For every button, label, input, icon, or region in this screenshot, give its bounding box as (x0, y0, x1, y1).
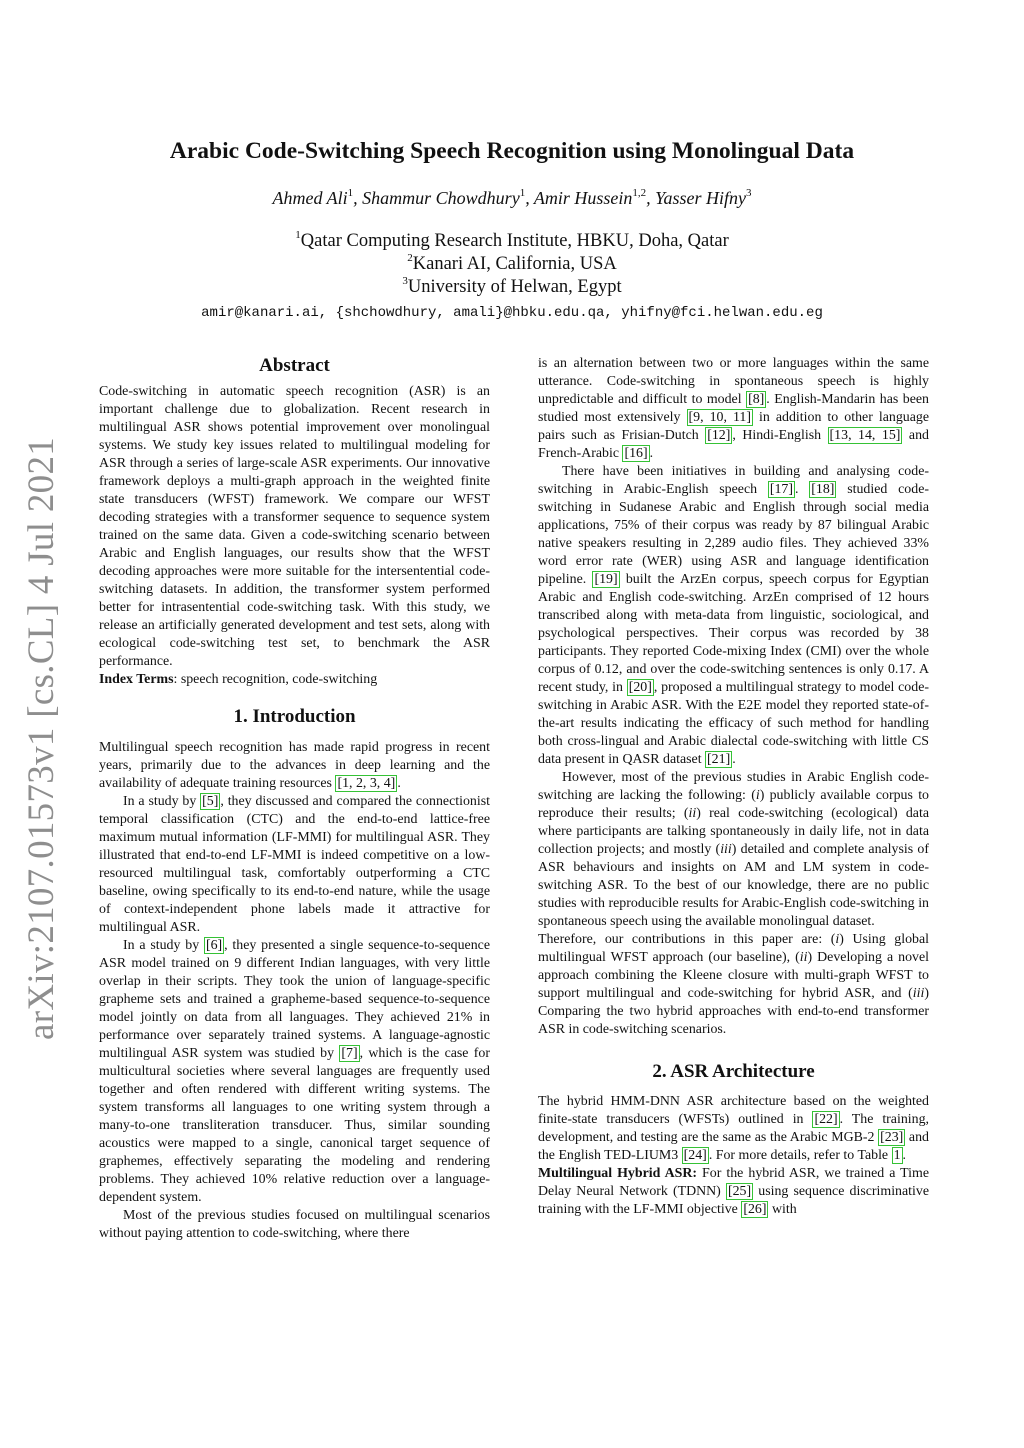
author-affil-mark: 1 (519, 187, 526, 199)
body-text: Multilingual speech recognition has made rapid progress in recent years, primarily due to the advances in deep learning and the availability of adequate training resources (99, 740, 490, 791)
citation-link[interactable]: [20] (628, 680, 652, 695)
affil-text: Kanari AI, California, USA (412, 254, 617, 274)
table-ref-link[interactable]: 1 (893, 1148, 901, 1163)
affil-mark: 2 (407, 251, 413, 264)
affiliation (0, 274, 1024, 298)
paper-title: Arabic Code-Switching Speech Recognition using Monolingual Data (169, 138, 855, 164)
citation-link[interactable]: [23] (880, 1130, 904, 1145)
enum-marker: iii (912, 986, 925, 1001)
body-text: For the hybrid ASR, we trained a Time Delay Neural Network (TDNN) (538, 1166, 929, 1199)
body-text: In a study by (123, 794, 201, 809)
citation-link[interactable]: [16] (624, 446, 648, 461)
citation-link[interactable]: [19] (594, 572, 618, 587)
body-text: and French-Arabic (538, 428, 929, 461)
abstract-text: Code-switching in automatic speech recognition (ASR) is an important challenge due to globalization. Recent research in multilingual ASR shows potential improvement over monolingual systems. We study key issues related to multilingual modeling for ASR through a series of large-scale ASR experiments. Our innovative framework deploys a multi-graph approach in the weighted finite state transducers (WFST) framework. We compare our WFST decoding strategies with a transformer sequence to sequence system trained on the same data. Given a code-switching scenario between Arabic and English languages, our results show that the WFST decoding approaches were more suitable for the intersentential code-switching datasets. In addition, the transformer system performed better for intrasentential code-switching task. With this study, we release an artificially generated development and test sets, along with ecological code-switching test set, to benchmark the ASR performance. (99, 384, 490, 669)
citation-link[interactable]: [13, 14, 15] (829, 428, 901, 443)
body-text: ) publicly available corpus to reproduce their results; ( (538, 788, 929, 821)
citation-link[interactable]: [12] (707, 428, 731, 443)
body-text: . (397, 776, 401, 791)
body-text: studied code-switching in Sudanese Arabic and English through social media applications, 75% of their corpus was ready by 87 bilingual Arabic native speakers resulting in 2,289 audio files. They achieved 33% word error rate (WER) using ASR and language identification pipeline. (538, 482, 929, 587)
affil-mark: 1 (295, 228, 301, 241)
intro-paragraph (538, 769, 929, 931)
section-heading-introduction: 1. Introduction (233, 706, 356, 727)
citation-link[interactable]: [9, 10, 11] (688, 410, 751, 425)
body-text: ) Developing a novel approach combining the Kleene closure with multi-graph WFST to support multilingual and code-switching for hybrid ASR, and ( (538, 950, 929, 1001)
citation-link[interactable]: [18] (811, 482, 835, 497)
enum-marker: i (755, 788, 760, 803)
body-text: is an alternation between two or more languages within the same utterance. Code-switching in spontaneous speech is highly unpredictable and difficult to model (538, 356, 929, 407)
intro-paragraph (99, 937, 490, 1207)
body-text: . (902, 1148, 907, 1163)
enum-marker: ii (688, 806, 697, 821)
body-text: . (732, 752, 736, 767)
body-text: ) Comparing the two hybrid approaches with end-to-end transformer ASR in code-switching scenarios. (538, 986, 929, 1037)
body-text: , they discussed and compared the connectionist temporal classification (CTC) and the end-to-end lattice-free maximum mutual information (LF-MMI) for multilingual ASR. They illustrated that end-to-end LF-MMI is indeed competitive on a low-resourced multilingual task, comfortably outperforming a CTC baseline, owing specifically to its end-to-end nature, while the usage of context-independent phone labels made it attractive for multilingual ASR. (99, 794, 490, 935)
author-list: Ahmed Ali$^1$, Shammur Chowdhury$^1$, Amir Hussein$^{1,2}$, Yasser Hifny$^3$ (272, 187, 752, 208)
author-name: Amir Hussein (533, 188, 633, 208)
body-text: ) real code-switching (ecological) data where participants are talking spontaneously in daily life, not in data collection projects; and mostly ( (538, 806, 929, 857)
body-text: , they presented a single sequence-to-sequence ASR model trained on 9 different Indian languages, with very little overlap in their scripts. They took the union of language-specific grapheme sets and trained a grapheme-based sequence-to-sequence model jointly on data from all languages. They achieved 21% in performance over separately trained systems. A language-agnostic multilingual ASR system was studied by (99, 938, 490, 1061)
citation-link[interactable]: [22] (814, 1112, 838, 1127)
enum-marker: ii (799, 950, 808, 965)
body-text: However, most of the previous studies in Arabic English code-switching are lacking the following: ( (538, 770, 929, 803)
body-text: using sequence discriminative training with the LF-MMI objective (538, 1184, 929, 1217)
citation-link[interactable]: [6] (205, 938, 223, 953)
affil-text: University of Helwan, Egypt (407, 277, 622, 297)
body-text: . English-Mandarin has been studied most extensively (538, 392, 930, 425)
abstract-heading: Abstract (259, 355, 330, 376)
citation-link[interactable]: [24] (683, 1148, 707, 1163)
body-text: . (649, 446, 654, 461)
intro-paragraph: Most of the previous studies focused on multilingual scenarios without paying attention to code-switching, where there (99, 1208, 490, 1241)
affiliation (0, 251, 1024, 275)
body-text: with (768, 1202, 797, 1217)
citation-link[interactable]: [26] (743, 1202, 767, 1217)
author-affil-mark: 1 (347, 187, 354, 199)
body-text: . For more details, refer to Table (708, 1148, 892, 1163)
email-list: amir@kanari.ai, {shchowdhury, amali}@hbku.edu.qa, yhifny@fci.helwan.edu.eg (201, 305, 823, 321)
body-text: , proposed a multilingual strategy to model code-switching in Arabic ASR. With the E2E model they reported state-of-the-art results indicating the efficacy of such method for handling both cross-lingual and Arabic dialectal code-switching with little CS data present in QASR dataset (538, 680, 929, 767)
index-terms-label: Index Terms (99, 672, 174, 687)
intro-paragraph (538, 463, 929, 769)
body-text: , Hindi-English (732, 428, 828, 443)
author-name: Yasser Hifny (655, 188, 746, 208)
body-text: . (795, 482, 810, 497)
citation-link[interactable]: [25] (727, 1184, 752, 1199)
body-text: In a study by (123, 938, 204, 953)
section-heading-asr-architecture: 2. ASR Architecture (652, 1061, 815, 1082)
author-affil-mark: 1,2 (632, 187, 647, 199)
body-text: The hybrid HMM-DNN ASR architecture based on the weighted finite-state transducers (WFSTs) outlined in (538, 1094, 929, 1127)
enum-marker: i (835, 932, 840, 947)
author-name: Ahmed Ali (272, 188, 348, 208)
affil-text: Qatar Computing Research Institute, HBKU, Doha, Qatar (300, 231, 729, 251)
intro-paragraph (99, 793, 490, 937)
right-column (538, 355, 929, 1219)
index-terms (99, 671, 490, 689)
citation-link[interactable]: [8] (748, 392, 765, 407)
body-text: ) detailed and complete analysis of ASR behaviours and insights on AM and LM system in code-switching ASR. To the best of our knowledge, there are no public studies with reproducible results for Arabic-English code-switching in spontaneous speech using the available monolingual dataset. (538, 842, 929, 929)
intro-paragraph (99, 739, 490, 793)
asr-paragraph (538, 1165, 929, 1219)
body-text: There have been initiatives in building and analysing code-switching in Arabic-English speech (538, 464, 929, 497)
asr-paragraph (538, 1093, 929, 1165)
body-text: and the English TED-LIUM3 (538, 1130, 929, 1163)
citation-link[interactable]: [21] (707, 752, 731, 767)
body-text: . The training, development, and testing are the same as the Arabic MGB-2 (538, 1112, 929, 1145)
author-affil-mark: 3 (745, 187, 752, 199)
citation-link[interactable]: [5] (202, 794, 219, 809)
enum-marker: iii (720, 842, 732, 857)
left-column (99, 355, 490, 1243)
paragraph-label: Multilingual Hybrid ASR: (538, 1166, 698, 1181)
arxiv-identifier: arXiv:2107.01573v1 [cs.CL] 4 Jul 2021 (21, 436, 62, 1040)
citation-link[interactable]: [17] (769, 482, 794, 497)
body-text: Therefore, our contributions in this paper are: ( (538, 932, 836, 947)
affiliation (0, 228, 1024, 252)
affil-mark: 3 (402, 274, 408, 287)
intro-paragraph (538, 355, 929, 463)
author-name: Shammur Chowdhury (362, 188, 520, 208)
body-text: , which is the case for multicultural societies where several languages are frequently used together and often rendered with different writing systems. The system transforms all languages to one writing system through a many-to-one transliteration transducer. Thus, similar sounding acoustics were mapped to a single, canonical target sequence of graphemes, effectively separating the modeling and rendering problems. They achieved 10% relative reduction over a language-dependent system. (99, 1046, 490, 1205)
body-text: ) Using global multilingual WFST approach (our baseline), ( (538, 932, 929, 965)
body-text: built the ArzEn corpus, speech corpus for Egyptian Arabic and English code-switching. ArzEn comprised of 12 hours transcribed along with meta-data from linguistic, sociological, and psychological perspectives. Their corpus was recorded by 38 participants. They reported Code-mixing Index (CMI) over the whole corpus of 0.12, and over the code-switching sentences is only 0.17. A recent study, in (538, 572, 929, 695)
citation-link[interactable]: [7] (341, 1046, 358, 1061)
intro-paragraph (538, 931, 929, 1039)
index-terms-text: : speech recognition, code-switching (173, 672, 378, 687)
citation-link[interactable]: [1, 2, 3, 4] (337, 776, 396, 791)
body-text: in addition to other language pairs such as Frisian-Dutch (538, 410, 929, 443)
